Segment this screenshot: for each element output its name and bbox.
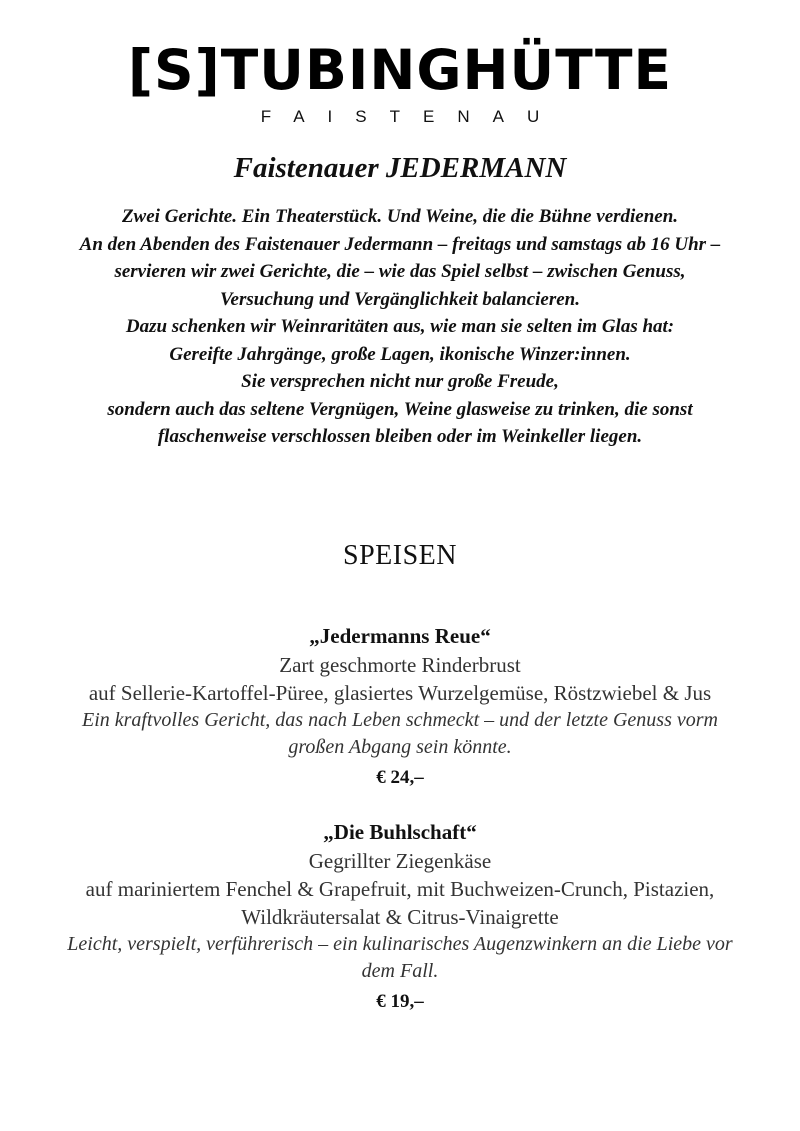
dish-sides: auf Sellerie-Kartoffel-Püree, glasiertes Wurzelgemüse, Röstzwiebel & Jus [88,681,712,705]
dish-name: „Jedermanns Reue“ [309,624,491,648]
dish-description: Ein kraftvolles Gericht, das nach Leben schmeckt – und der letzte Genuss vorm [82,709,718,731]
dish-main: Gegrillter Ziegenkäse [308,849,492,873]
intro-line: Sie versprechen nicht nur große Freude, [241,371,559,392]
intro-line: flaschenweise verschlossen bleiben oder im Weinkeller liegen. [157,426,643,447]
dish-sides: Wildkräutersalat & Citrus-Vinaigrette [241,905,559,929]
intro-text [30,203,770,451]
intro-line: Gereifte Jahrgänge, große Lagen, ikonische Winzer:innen. [169,343,631,365]
intro-line: servieren wir zwei Gerichte, die – wie das Spiel selbst – zwischen Genuss, [114,261,686,282]
dish-item [20,621,780,793]
intro-line: sondern auch das seltene Vergnügen, Weine glasweise zu trinken, die sonst [107,398,693,420]
dish-price: € 24,– [376,767,424,788]
dish-name: „Die Buhlschaft“ [323,820,477,844]
dish-main: Zart geschmorte Rinderbrust [279,653,521,677]
brand-logo: [S]TUBINGHÜTTE [127,38,673,102]
dish-description: großen Abgang sein könnte. [288,736,512,758]
dish-description: Leicht, verspielt, verführerisch – ein kulinarisches Augenzwinkern an die Liebe vor [67,933,733,955]
intro-line: An den Abenden des Faistenauer Jedermann – freitags und samstags ab 16 Uhr – [79,233,721,255]
page-title: Faistenauer JEDERMANN [233,152,567,184]
intro-line: Versuchung und Vergänglichkeit balancieren. [219,288,581,310]
dish-description: dem Fall. [361,960,439,982]
intro-line: Dazu schenken wir Weinraritäten aus, wie man sie selten im Glas hat: [125,316,675,337]
intro-line: Zwei Gerichte. Ein Theaterstück. Und Weine, die die Bühne verdienen. [121,206,679,227]
dish-item [20,817,780,1017]
dish-sides: auf mariniertem Fenchel & Grapefruit, mit Buchweizen-Crunch, Pistazien, [85,877,715,901]
section-heading: SPEISEN [343,540,457,571]
dish-price: € 19,– [376,991,424,1012]
brand-location: FAISTENAU [260,107,563,126]
